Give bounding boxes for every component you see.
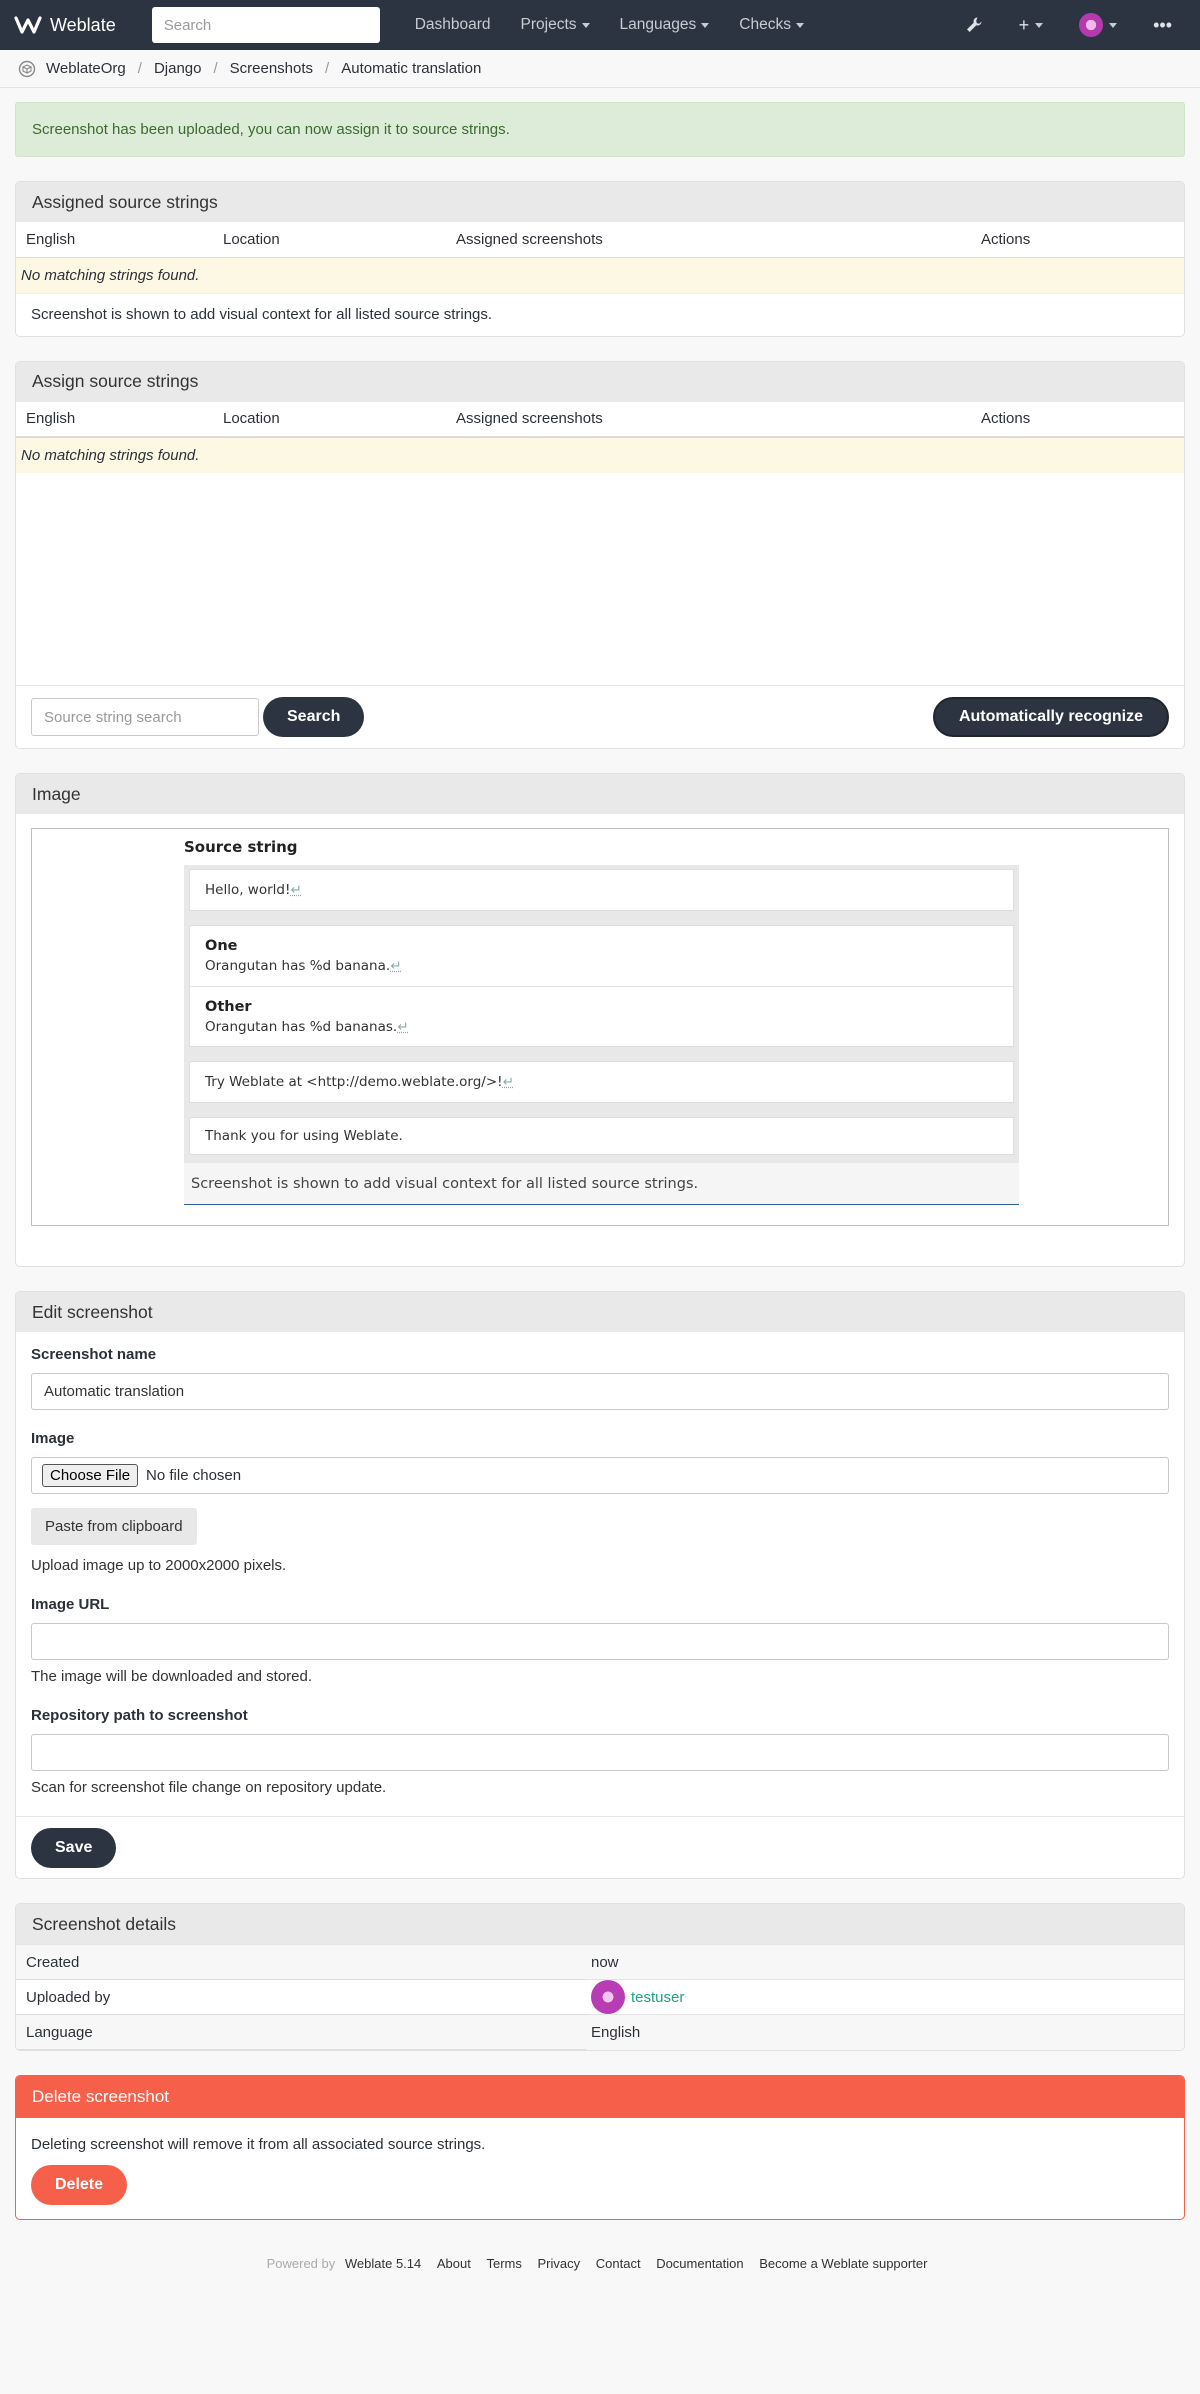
upload-help-text: Upload image up to 2000x2000 pixels. — [31, 1557, 287, 1574]
breadcrumb-separator: / — [213, 60, 218, 77]
nav-dashboard-label: Dashboard — [414, 16, 491, 33]
column-header-english: English — [16, 222, 213, 257]
screenshot-string — [190, 1062, 1013, 1102]
plural-string-text — [205, 1019, 409, 1035]
table-row — [16, 1945, 1184, 1980]
image-label: Image — [31, 1430, 75, 1447]
screenshot-plural — [190, 926, 1013, 986]
assign-results-area — [16, 437, 1184, 685]
table-row — [16, 1980, 1184, 2015]
created-label: Created — [16, 1945, 586, 1980]
panel-title: Delete screenshot — [16, 2076, 1184, 2118]
project-icon — [18, 60, 36, 78]
assign-strings-panel — [15, 361, 1185, 750]
image-url-help-text: The image will be downloaded and stored. — [31, 1668, 313, 1685]
user-menu[interactable] — [1065, 13, 1131, 37]
top-navbar — [0, 0, 1200, 50]
screenshot-plural — [190, 986, 1013, 1046]
screenshot-footer: Screenshot is shown to add visual context for all listed source strings. — [184, 1163, 1019, 1205]
main-content — [0, 102, 1200, 2271]
panel-title: Image — [16, 774, 1184, 814]
chevron-down-icon — [1035, 23, 1043, 28]
screenshot-string — [190, 870, 1013, 910]
table-header-row — [16, 222, 1184, 257]
repository-path-input[interactable] — [31, 1734, 1169, 1771]
wrench-icon[interactable] — [951, 16, 997, 34]
return-icon: ↵ — [390, 958, 402, 974]
screenshot-string — [190, 1118, 1013, 1154]
image-file-input[interactable] — [31, 1457, 1169, 1494]
plural-label: One — [205, 938, 238, 954]
brand-name: Weblate — [50, 14, 116, 35]
divider — [189, 1155, 1014, 1163]
column-header-english: English — [16, 402, 213, 437]
return-icon: ↵ — [502, 1074, 514, 1090]
footer-link-about[interactable]: About — [436, 2256, 471, 2271]
brand[interactable] — [14, 14, 116, 36]
footer-link-terms[interactable]: Terms — [486, 2256, 522, 2271]
uploaded-by-label: Uploaded by — [16, 1980, 586, 2015]
panel-title: Screenshot details — [16, 1904, 1184, 1944]
wrench-icon-svg — [965, 16, 983, 34]
screenshot-content — [184, 829, 1019, 1205]
footer-link-weblate[interactable]: Weblate 5.14 — [344, 2256, 422, 2271]
page-footer — [15, 2256, 1185, 2271]
add-menu[interactable] — [1005, 15, 1058, 36]
chevron-down-icon — [701, 23, 709, 28]
string-text: Thank you for using Weblate. — [205, 1128, 403, 1144]
column-header-location: Location — [213, 402, 446, 437]
user-link[interactable]: testuser — [631, 1988, 685, 2006]
string-text: Hello, world! — [205, 882, 291, 898]
panel-title: Assigned source strings — [16, 182, 1184, 222]
upload-success-alert — [15, 102, 1185, 157]
panel-title: Edit screenshot — [16, 1292, 1184, 1332]
footer-link-supporter[interactable]: Become a Weblate supporter — [759, 2256, 928, 2271]
search-button[interactable]: Search — [263, 697, 364, 737]
screenshot-card — [189, 869, 1014, 911]
assign-strings-table — [16, 402, 1184, 438]
more-icon[interactable]: ••• — [1153, 14, 1172, 35]
language-value: English — [591, 2023, 641, 2041]
edit-form — [16, 1332, 1184, 1816]
screenshot-name-label: Screenshot name — [31, 1346, 157, 1363]
image-url-input[interactable] — [31, 1623, 1169, 1660]
screenshot-card — [189, 925, 1014, 1047]
chevron-down-icon — [582, 23, 590, 28]
divider — [189, 911, 1014, 925]
plural-label: Other — [205, 998, 252, 1015]
divider — [189, 1047, 1014, 1061]
repository-path-help-text: Scan for screenshot file change on repository update. — [31, 1779, 387, 1796]
assign-toolbar — [16, 685, 1184, 748]
repository-path-label: Repository path to screenshot — [31, 1707, 248, 1724]
navbar-right — [951, 13, 1186, 37]
breadcrumb-screenshots[interactable]: Screenshots — [229, 60, 314, 77]
language-label: Language — [16, 2015, 586, 2050]
empty-message: No matching strings found. — [16, 438, 1184, 473]
paste-from-clipboard-button[interactable]: Paste from clipboard — [31, 1508, 197, 1545]
nav-projects-label: Projects — [520, 16, 577, 33]
screenshot-details-panel — [15, 1903, 1185, 2051]
details-table — [16, 1944, 1184, 2050]
footer-link-privacy[interactable]: Privacy — [537, 2256, 581, 2271]
screenshot-strings — [184, 865, 1019, 1163]
user-cell — [591, 1980, 1179, 2014]
column-header-actions: Actions — [971, 402, 1184, 437]
plural-string-text — [205, 958, 402, 974]
screenshot-heading: Source string — [184, 838, 298, 856]
assigned-note: Screenshot is shown to add visual context for all listed source strings. — [16, 293, 1184, 336]
avatar — [591, 1980, 625, 2014]
alert-text: Screenshot has been uploaded, you can now assign it to source strings. — [32, 121, 510, 138]
footer-link-contact[interactable]: Contact — [595, 2256, 641, 2271]
delete-screenshot-panel — [15, 2075, 1185, 2220]
assigned-strings-panel — [15, 181, 1185, 337]
plus-icon: + — [1018, 14, 1030, 35]
avatar — [1079, 13, 1103, 37]
panel-title: Assign source strings — [16, 362, 1184, 402]
breadcrumb — [0, 50, 1200, 88]
global-search-input[interactable] — [152, 7, 380, 43]
screenshot-image[interactable] — [31, 828, 1169, 1226]
chevron-down-icon — [796, 23, 804, 28]
auto-recognize-button[interactable]: Automatically recognize — [933, 697, 1169, 737]
breadcrumb-current[interactable]: Automatic translation — [341, 60, 482, 77]
delete-body — [16, 2118, 1184, 2219]
column-header-location: Location — [213, 222, 446, 257]
return-icon: ↵ — [290, 882, 302, 898]
footer-link-documentation[interactable]: Documentation — [656, 2256, 744, 2271]
delete-warning-text: Deleting screenshot will remove it from all associated source strings. — [31, 2136, 486, 2153]
nav-languages-label: Languages — [619, 16, 697, 33]
breadcrumb-separator: / — [137, 60, 142, 77]
table-row — [16, 2015, 1184, 2050]
string-text: Orangutan has %d bananas. — [205, 1018, 398, 1035]
file-status: No file chosen — [146, 1467, 242, 1484]
created-value: now — [591, 1953, 619, 1971]
string-text: Orangutan has %d banana. — [205, 958, 391, 974]
nav-languages[interactable] — [605, 16, 725, 34]
image-wrapper — [16, 814, 1184, 1266]
nav-dashboard[interactable] — [400, 16, 506, 34]
breadcrumb-separator: / — [325, 60, 330, 77]
nav-checks[interactable] — [724, 16, 819, 34]
assigned-strings-table — [16, 222, 1184, 258]
table-header-row — [16, 402, 1184, 437]
save-button[interactable]: Save — [31, 1828, 116, 1868]
breadcrumb-project[interactable]: WeblateOrg — [46, 60, 126, 77]
image-panel — [15, 773, 1185, 1267]
breadcrumb-component[interactable]: Django — [153, 60, 202, 77]
nav-checks-label: Checks — [739, 16, 791, 33]
divider — [189, 1103, 1014, 1117]
chevron-down-icon — [1109, 23, 1117, 28]
form-actions — [16, 1816, 1184, 1878]
screenshot-name-input[interactable] — [31, 1373, 1169, 1410]
column-header-screenshots: Assigned screenshots — [446, 222, 971, 257]
uploaded-by-cell — [586, 1980, 1184, 2015]
string-text: Try Weblate at <http://demo.weblate.org/>! — [205, 1074, 503, 1090]
source-string-search-input[interactable] — [31, 698, 259, 736]
return-icon: ↵ — [397, 1018, 409, 1035]
screenshot-card — [189, 1117, 1014, 1155]
screenshot-card — [189, 1061, 1014, 1103]
powered-by-prefix: Powered by — [266, 2256, 336, 2271]
empty-message: No matching strings found. — [16, 258, 1184, 293]
image-url-label: Image URL — [31, 1596, 110, 1613]
delete-button[interactable]: Delete — [31, 2165, 127, 2205]
choose-file-button[interactable]: Choose File — [42, 1464, 138, 1487]
column-header-actions: Actions — [971, 222, 1184, 257]
column-header-screenshots: Assigned screenshots — [446, 402, 971, 437]
edit-screenshot-panel — [15, 1291, 1185, 1879]
nav-projects[interactable] — [506, 16, 605, 34]
weblate-logo-icon — [14, 14, 42, 36]
